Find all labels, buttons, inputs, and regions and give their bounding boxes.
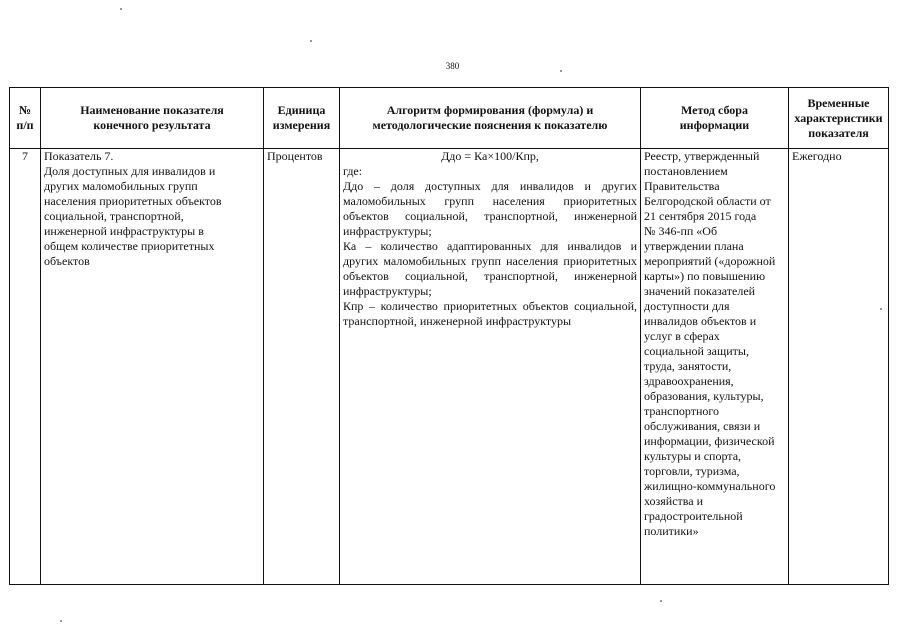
scan-speck (880, 308, 882, 310)
header-time-characteristics: Временные характеристики показателя (789, 88, 889, 149)
algorithm-ddo-definition: Ддо – доля доступных для инвалидов и других маломобильных групп населения приоритетных объектов социальной, транспортной, инженерной инфраструктуры; (343, 179, 637, 238)
header-unit: Единица измерения (264, 88, 340, 149)
scan-speck (120, 8, 122, 10)
indicators-table (9, 87, 889, 585)
scan-speck (560, 70, 562, 72)
scan-speck (660, 600, 662, 602)
algorithm-cell (340, 149, 641, 585)
scan-speck (60, 620, 62, 622)
unit-of-measure: Процентов (264, 149, 340, 585)
algorithm-kpr-definition: Кпр – количество приоритетных объектов социальной, транспортной, инженерной инфраструктуры (343, 299, 637, 328)
header-method: Метод сбора информации (641, 88, 789, 149)
frequency: Ежегодно (789, 149, 889, 585)
scan-speck (310, 40, 312, 42)
algorithm-where: где: (343, 164, 363, 178)
indicator-name: Показатель 7. Доля доступных для инвалидов и других маломобильных групп населения приоритетных объектов социальной, транспортной, инженерной инфраструктуры в общем количестве приоритетных объектов (41, 149, 264, 585)
algorithm-ka-definition: Ка – количество адаптированных для инвалидов и других маломобильных групп населения приоритетных объектов социальной, транспортной, инженерной инфраструктуры; (343, 239, 637, 298)
collection-method: Реестр, утвержденный постановлением Правительства Белгородской области от 21 сентября 2015 года № 346-пп «Об утверждении плана мероприятий («дорожной карты») по повышению значений показателей доступности для инвалидов объектов и услуг в сферах социальной защиты, труда, занятости, здравоохранения, образования, культуры, транспортного обслуживания, связи и информации, физической культуры и спорта, торговли, туризма, жилищно-коммунального хозяйства и градостроительной политики» (641, 149, 789, 585)
table-header-row (10, 88, 889, 149)
row-number: 7 (10, 149, 41, 585)
header-algorithm: Алгоритм формирования (формула) и методологические пояснения к показателю (340, 88, 641, 149)
table-row (10, 149, 889, 585)
page-number: 380 (445, 61, 460, 71)
header-indicator-name: Наименование показателя конечного результата (41, 88, 264, 149)
header-number: № п/п (10, 88, 41, 149)
formula: Ддо = Ка×100/Кпр, (441, 149, 539, 163)
